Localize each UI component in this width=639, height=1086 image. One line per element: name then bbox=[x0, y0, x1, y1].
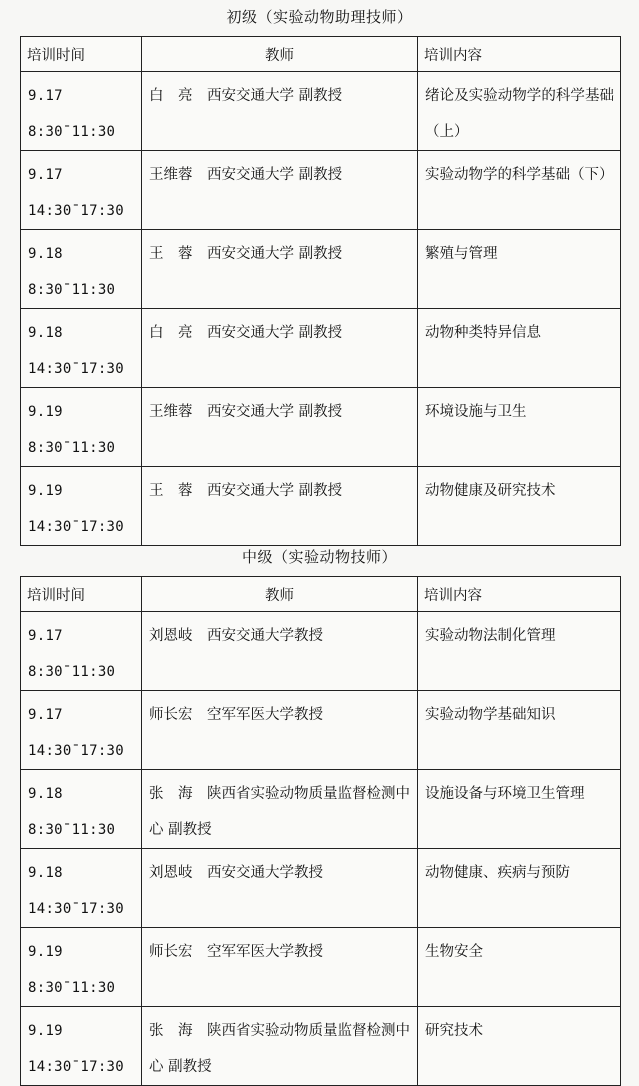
teacher-name: 张 海 陕西省实验动物质量监督检测中心 副教授 bbox=[149, 786, 410, 838]
content-cell bbox=[418, 388, 621, 467]
session-date: 9.19 bbox=[28, 404, 63, 420]
teacher-cell bbox=[142, 612, 418, 691]
teacher-cell bbox=[142, 1007, 418, 1086]
session-time: 14:30¯17:30 bbox=[28, 901, 125, 917]
training-content: 环境设施与卫生 bbox=[425, 404, 527, 420]
training-content: 实验动物法制化管理 bbox=[425, 628, 556, 644]
teacher-cell bbox=[142, 467, 418, 546]
training-content: 动物健康及研究技术 bbox=[425, 483, 556, 499]
table-row bbox=[21, 72, 621, 151]
header-teacher: 教师 bbox=[142, 577, 418, 612]
session-date: 9.17 bbox=[28, 167, 63, 183]
teacher-name: 白 亮 西安交通大学 副教授 bbox=[149, 325, 343, 341]
teacher-cell bbox=[142, 151, 418, 230]
header-time: 培训时间 bbox=[21, 577, 142, 612]
table-row bbox=[21, 1007, 621, 1086]
session-date: 9.19 bbox=[28, 1023, 63, 1039]
teacher-name: 师长宏 空军军医大学教授 bbox=[149, 707, 323, 723]
time-cell bbox=[21, 1007, 142, 1086]
table-row bbox=[21, 612, 621, 691]
teacher-cell bbox=[142, 388, 418, 467]
training-content: 动物健康、疾病与预防 bbox=[425, 865, 570, 881]
time-cell bbox=[21, 928, 142, 1007]
teacher-cell bbox=[142, 770, 418, 849]
training-content: 研究技术 bbox=[425, 1023, 483, 1039]
session-date: 9.18 bbox=[28, 786, 63, 802]
training-content: 绪论及实验动物学的科学基础（上） bbox=[425, 88, 614, 140]
training-content: 实验动物学的科学基础（下） bbox=[425, 167, 614, 183]
training-content: 繁殖与管理 bbox=[425, 246, 498, 262]
content-cell bbox=[418, 770, 621, 849]
session-date: 9.18 bbox=[28, 246, 63, 262]
session-time: 8:30¯11:30 bbox=[28, 124, 116, 140]
table-header-row bbox=[21, 37, 621, 72]
level2-schedule-table bbox=[20, 576, 621, 1086]
time-cell bbox=[21, 151, 142, 230]
table-row bbox=[21, 467, 621, 546]
table-row bbox=[21, 691, 621, 770]
teacher-cell bbox=[142, 691, 418, 770]
teacher-cell bbox=[142, 849, 418, 928]
session-date: 9.18 bbox=[28, 325, 63, 341]
session-time: 8:30¯11:30 bbox=[28, 440, 116, 456]
header-content: 培训内容 bbox=[418, 37, 621, 72]
level1-schedule-table bbox=[20, 36, 621, 546]
time-cell bbox=[21, 309, 142, 388]
teacher-name: 王 蓉 西安交通大学 副教授 bbox=[149, 246, 343, 262]
session-date: 9.19 bbox=[28, 944, 63, 960]
session-time: 14:30¯17:30 bbox=[28, 203, 125, 219]
teacher-name: 白 亮 西安交通大学 副教授 bbox=[149, 88, 343, 104]
teacher-name: 王 蓉 西安交通大学 副教授 bbox=[149, 483, 343, 499]
session-time: 14:30¯17:30 bbox=[28, 1059, 125, 1075]
header-time: 培训时间 bbox=[21, 37, 142, 72]
teacher-cell bbox=[142, 72, 418, 151]
session-time: 14:30¯17:30 bbox=[28, 743, 125, 759]
teacher-cell bbox=[142, 928, 418, 1007]
table-row bbox=[21, 309, 621, 388]
session-time: 8:30¯11:30 bbox=[28, 980, 116, 996]
teacher-cell bbox=[142, 230, 418, 309]
time-cell bbox=[21, 691, 142, 770]
session-date: 9.17 bbox=[28, 707, 63, 723]
time-cell bbox=[21, 612, 142, 691]
time-cell bbox=[21, 72, 142, 151]
session-time: 14:30¯17:30 bbox=[28, 519, 125, 535]
session-date: 9.17 bbox=[28, 88, 63, 104]
training-content: 设施设备与环境卫生管理 bbox=[425, 786, 585, 802]
level1-title: 初级（实验动物助理技师） bbox=[226, 8, 413, 26]
content-cell bbox=[418, 230, 621, 309]
teacher-name: 刘恩岐 西安交通大学教授 bbox=[149, 865, 323, 881]
table-row bbox=[21, 770, 621, 849]
time-cell bbox=[21, 230, 142, 309]
session-date: 9.18 bbox=[28, 865, 63, 881]
header-content: 培训内容 bbox=[418, 577, 621, 612]
table-row bbox=[21, 928, 621, 1007]
header-teacher: 教师 bbox=[142, 37, 418, 72]
content-cell bbox=[418, 467, 621, 546]
time-cell bbox=[21, 388, 142, 467]
session-time: 8:30¯11:30 bbox=[28, 282, 116, 298]
training-content: 生物安全 bbox=[425, 944, 483, 960]
training-content: 动物种类特异信息 bbox=[425, 325, 541, 341]
level2-title: 中级（实验动物技师） bbox=[241, 548, 397, 566]
teacher-cell bbox=[142, 309, 418, 388]
content-cell bbox=[418, 309, 621, 388]
table-row bbox=[21, 230, 621, 309]
content-cell bbox=[418, 72, 621, 151]
content-cell bbox=[418, 928, 621, 1007]
training-content: 实验动物学基础知识 bbox=[425, 707, 556, 723]
teacher-name: 师长宏 空军军医大学教授 bbox=[149, 944, 323, 960]
content-cell bbox=[418, 612, 621, 691]
content-cell bbox=[418, 151, 621, 230]
table-header-row bbox=[21, 577, 621, 612]
time-cell bbox=[21, 770, 142, 849]
session-time: 14:30¯17:30 bbox=[28, 361, 125, 377]
session-date: 9.19 bbox=[28, 483, 63, 499]
teacher-name: 王维蓉 西安交通大学 副教授 bbox=[149, 167, 343, 183]
session-date: 9.17 bbox=[28, 628, 63, 644]
time-cell bbox=[21, 849, 142, 928]
teacher-name: 张 海 陕西省实验动物质量监督检测中心 副教授 bbox=[149, 1023, 410, 1075]
content-cell bbox=[418, 691, 621, 770]
table-row bbox=[21, 849, 621, 928]
session-time: 8:30¯11:30 bbox=[28, 822, 116, 838]
time-cell bbox=[21, 467, 142, 546]
table-row bbox=[21, 151, 621, 230]
teacher-name: 王维蓉 西安交通大学 副教授 bbox=[149, 404, 343, 420]
session-time: 8:30¯11:30 bbox=[28, 664, 116, 680]
table-row bbox=[21, 388, 621, 467]
content-cell bbox=[418, 849, 621, 928]
content-cell bbox=[418, 1007, 621, 1086]
teacher-name: 刘恩岐 西安交通大学教授 bbox=[149, 628, 323, 644]
